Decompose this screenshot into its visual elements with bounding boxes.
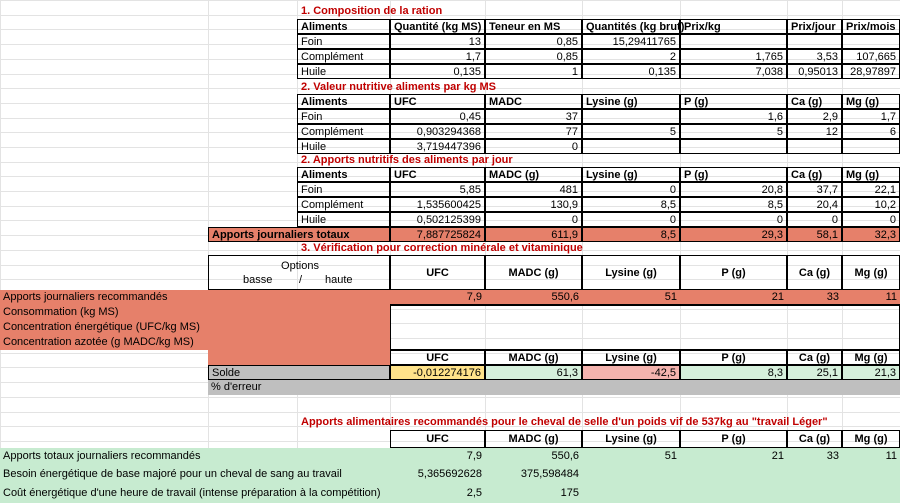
s5-cell[interactable]: 550,6 <box>485 448 582 466</box>
s3-cell[interactable]: 37,7 <box>787 182 842 197</box>
s5-cell[interactable] <box>787 466 842 484</box>
s4-solde-cell[interactable]: -0,012274176 <box>390 365 485 380</box>
s4-header[interactable]: Mg (g) <box>842 255 900 290</box>
s3-cell[interactable]: 0 <box>485 212 582 227</box>
s4-header[interactable]: MADC (g) <box>485 255 582 290</box>
s3-cell[interactable]: 20,8 <box>680 182 787 197</box>
s4-header2[interactable]: Lysine (g) <box>582 350 680 365</box>
s3-row-label[interactable]: Foin <box>297 182 390 197</box>
s1-cell[interactable]: 0,135 <box>582 64 680 79</box>
grid-row-line <box>0 15 900 16</box>
s5-header[interactable]: Lysine (g) <box>582 430 680 448</box>
s1-cell[interactable]: 15,29411765 <box>582 34 680 49</box>
s4-erreur-label[interactable]: % d'erreur <box>211 381 262 393</box>
s3-cell[interactable]: 130,9 <box>485 197 582 212</box>
s2-header[interactable]: Mg (g) <box>842 94 900 109</box>
s5-cell[interactable] <box>582 466 680 484</box>
grid-col-line <box>208 0 209 503</box>
s1-cell[interactable]: 107,665 <box>842 49 900 64</box>
s4-recommended-label[interactable]: Apports journaliers recommandés <box>0 290 390 305</box>
s3-row-label[interactable]: Huile <box>297 212 390 227</box>
s2-cell[interactable] <box>842 139 900 154</box>
s2-cell[interactable]: 0,903294368 <box>390 124 485 139</box>
s1-cell[interactable]: 0,135 <box>390 64 485 79</box>
option-basse[interactable]: basse <box>243 274 273 286</box>
s2-cell[interactable]: 12 <box>787 124 842 139</box>
s4-header2[interactable]: Mg (g) <box>842 350 900 365</box>
s2-cell[interactable]: 1,6 <box>680 109 787 124</box>
s1-cell[interactable] <box>680 34 787 49</box>
s4-recommended-cell[interactable]: 21 <box>680 290 787 305</box>
s3-cell[interactable]: 0 <box>787 212 842 227</box>
section4-title: 3. Vérification pour correction minérale et vitaminique <box>301 242 583 254</box>
s5-header[interactable]: P (g) <box>680 430 787 448</box>
s4-header[interactable]: Lysine (g) <box>582 255 680 290</box>
s1-cell[interactable] <box>842 34 900 49</box>
s4-solde-cell[interactable]: -42,5 <box>582 365 680 380</box>
option-slash[interactable]: / <box>299 274 303 286</box>
s1-header[interactable]: Prix/jour <box>787 19 842 34</box>
s3-cell[interactable]: 0,502125399 <box>390 212 485 227</box>
s5-row-label[interactable]: Besoin énergétique de base majoré pour un cheval de sang au travail <box>0 466 390 484</box>
s3-cell[interactable]: 20,4 <box>787 197 842 212</box>
s3-cell[interactable]: 5,85 <box>390 182 485 197</box>
s4-conc-azote[interactable]: Concentration azotée (g MADC/kg MS) <box>0 335 390 350</box>
s4-header[interactable]: Ca (g) <box>787 255 842 290</box>
s4-recommended-cell[interactable]: 33 <box>787 290 842 305</box>
s2-row-label[interactable]: Foin <box>297 109 390 124</box>
s2-cell[interactable] <box>582 109 680 124</box>
s4-solde-cell[interactable]: 8,3 <box>680 365 787 380</box>
s2-cell[interactable] <box>680 139 787 154</box>
section5-title: Apports alimentaires recommandés pour le cheval de selle d'un poids vif de 537kg au "travail Léger" <box>301 416 828 428</box>
s1-header[interactable]: Aliments <box>297 19 390 34</box>
s2-cell[interactable]: 0,45 <box>390 109 485 124</box>
s5-cell[interactable]: 11 <box>842 448 900 466</box>
s3-total-label[interactable]: Apports journaliers totaux <box>208 227 390 242</box>
s4-header2[interactable]: Ca (g) <box>787 350 842 365</box>
s3-cell[interactable]: 22,1 <box>842 182 900 197</box>
s2-header[interactable]: Lysine (g) <box>582 94 680 109</box>
s2-cell[interactable]: 6 <box>842 124 900 139</box>
s3-cell[interactable]: 8,5 <box>582 197 680 212</box>
s5-cell[interactable] <box>582 484 680 503</box>
s5-cell[interactable] <box>787 484 842 503</box>
s1-cell[interactable]: 13 <box>390 34 485 49</box>
s1-cell[interactable]: 0,85 <box>485 49 582 64</box>
s5-cell[interactable]: 2,5 <box>390 484 485 503</box>
s2-row-label[interactable]: Huile <box>297 139 390 154</box>
s1-header[interactable]: Teneur en MS <box>485 19 582 34</box>
s3-total-cell[interactable]: 29,3 <box>680 227 787 242</box>
s2-header[interactable]: MADC <box>485 94 582 109</box>
s4-solde-cell[interactable]: 25,1 <box>787 365 842 380</box>
s5-header[interactable]: MADC (g) <box>485 430 582 448</box>
s2-cell[interactable]: 2,9 <box>787 109 842 124</box>
s3-cell[interactable]: 10,2 <box>842 197 900 212</box>
grid-col-line <box>0 0 1 503</box>
s2-header[interactable]: Ca (g) <box>787 94 842 109</box>
s2-cell[interactable]: 1,7 <box>842 109 900 124</box>
s3-header[interactable]: P (g) <box>680 167 787 182</box>
s3-total-cell[interactable]: 32,3 <box>842 227 900 242</box>
s1-row-label[interactable]: Huile <box>297 64 390 79</box>
s1-row-label[interactable]: Foin <box>297 34 390 49</box>
s2-cell[interactable]: 5 <box>680 124 787 139</box>
s4-recommended-cell[interactable]: 7,9 <box>390 290 485 305</box>
s5-cell[interactable]: 7,9 <box>390 448 485 466</box>
s4-empty-block[interactable] <box>390 305 900 350</box>
s1-cell[interactable]: 1 <box>485 64 582 79</box>
s1-cell[interactable]: 1,7 <box>390 49 485 64</box>
s3-header[interactable]: Aliments <box>297 167 390 182</box>
s3-header[interactable]: Ca (g) <box>787 167 842 182</box>
s5-header[interactable]: Ca (g) <box>787 430 842 448</box>
grid-row-line <box>0 412 900 413</box>
s5-cell[interactable] <box>842 466 900 484</box>
grid-row-line <box>0 397 900 398</box>
s5-cell[interactable] <box>680 484 787 503</box>
s4-solde-label[interactable]: Solde <box>208 365 390 380</box>
s3-header[interactable]: MADC (g) <box>485 167 582 182</box>
s5-cell[interactable]: 5,365692628 <box>390 466 485 484</box>
s4-header[interactable]: UFC <box>390 255 485 290</box>
s1-header[interactable]: Prix/mois <box>842 19 900 34</box>
s3-cell[interactable]: 0 <box>582 212 680 227</box>
s3-cell[interactable]: 481 <box>485 182 582 197</box>
s2-cell[interactable] <box>582 139 680 154</box>
s4-solde-cell[interactable]: 61,3 <box>485 365 582 380</box>
s5-row-label[interactable]: Coût énergétique d'une heure de travail (intense préparation à la compétition) <box>0 484 390 503</box>
s5-row-label[interactable]: Apports totaux journaliers recommandés <box>0 448 390 466</box>
s5-cell[interactable] <box>680 466 787 484</box>
s5-cell[interactable]: 51 <box>582 448 680 466</box>
section3-title: 2. Apports nutritifs des aliments par jour <box>301 154 513 166</box>
s2-header[interactable]: Aliments <box>297 94 390 109</box>
s3-cell[interactable]: 0 <box>680 212 787 227</box>
s3-total-cell[interactable]: 58,1 <box>787 227 842 242</box>
s4-salmon-strip[interactable] <box>208 350 390 365</box>
s4-recommended-cell[interactable]: 11 <box>842 290 900 305</box>
s1-header[interactable]: Prix/kg <box>680 19 787 34</box>
s3-cell[interactable]: 8,5 <box>680 197 787 212</box>
s5-cell[interactable]: 33 <box>787 448 842 466</box>
s3-header[interactable]: Lysine (g) <box>582 167 680 182</box>
s1-header[interactable]: Quantité (kg MS) <box>390 19 485 34</box>
s4-conc-energie[interactable]: Concentration énergétique (UFC/kg MS) <box>0 320 390 335</box>
s3-cell[interactable]: 1,535600425 <box>390 197 485 212</box>
s5-cell[interactable]: 175 <box>485 484 582 503</box>
s4-header2[interactable]: UFC <box>390 350 485 365</box>
options-label[interactable]: Options <box>281 260 319 272</box>
s1-cell[interactable]: 28,97897 <box>842 64 900 79</box>
option-haute[interactable]: haute <box>325 274 353 286</box>
section1-title: 1. Composition de la ration <box>301 5 443 17</box>
s2-cell[interactable]: 37 <box>485 109 582 124</box>
s3-total-cell[interactable]: 611,9 <box>485 227 582 242</box>
s2-header[interactable]: UFC <box>390 94 485 109</box>
s5-cell[interactable] <box>842 484 900 503</box>
s1-cell[interactable] <box>787 34 842 49</box>
s3-row-label[interactable]: Complément <box>297 197 390 212</box>
s4-recommended-cell[interactable]: 51 <box>582 290 680 305</box>
s2-cell[interactable]: 5 <box>582 124 680 139</box>
s1-header[interactable]: Quantités (kg brut) <box>582 19 680 34</box>
s2-cell[interactable]: 0 <box>485 139 582 154</box>
s4-solde-cell[interactable]: 21,3 <box>842 365 900 380</box>
s3-total-cell[interactable]: 7,887725824 <box>390 227 485 242</box>
s5-header[interactable]: Mg (g) <box>842 430 900 448</box>
s1-cell[interactable]: 1,765 <box>680 49 787 64</box>
s2-cell[interactable]: 3,719447396 <box>390 139 485 154</box>
s1-cell[interactable]: 7,038 <box>680 64 787 79</box>
s1-cell[interactable]: 0,95013 <box>787 64 842 79</box>
s3-total-cell[interactable]: 8,5 <box>582 227 680 242</box>
s5-cell[interactable]: 375,598484 <box>485 466 582 484</box>
s2-cell[interactable]: 77 <box>485 124 582 139</box>
s1-cell[interactable]: 2 <box>582 49 680 64</box>
section2-title: 2. Valeur nutritive aliments par kg MS <box>301 81 497 93</box>
s4-header2[interactable]: P (g) <box>680 350 787 365</box>
s4-recommended-cell[interactable]: 550,6 <box>485 290 582 305</box>
grid-row-line <box>0 0 900 1</box>
s3-header[interactable]: Mg (g) <box>842 167 900 182</box>
s4-header2[interactable]: MADC (g) <box>485 350 582 365</box>
s4-consommation[interactable]: Consommation (kg MS) <box>0 305 390 320</box>
s2-cell[interactable] <box>787 139 842 154</box>
s3-cell[interactable]: 0 <box>842 212 900 227</box>
s1-cell[interactable]: 3,53 <box>787 49 842 64</box>
s2-header[interactable]: P (g) <box>680 94 787 109</box>
s4-header[interactable]: P (g) <box>680 255 787 290</box>
s2-row-label[interactable]: Complément <box>297 124 390 139</box>
s5-cell[interactable]: 21 <box>680 448 787 466</box>
s5-header[interactable]: UFC <box>390 430 485 448</box>
s1-row-label[interactable]: Complément <box>297 49 390 64</box>
s1-cell[interactable]: 0,85 <box>485 34 582 49</box>
s3-header[interactable]: UFC <box>390 167 485 182</box>
s3-cell[interactable]: 0 <box>582 182 680 197</box>
